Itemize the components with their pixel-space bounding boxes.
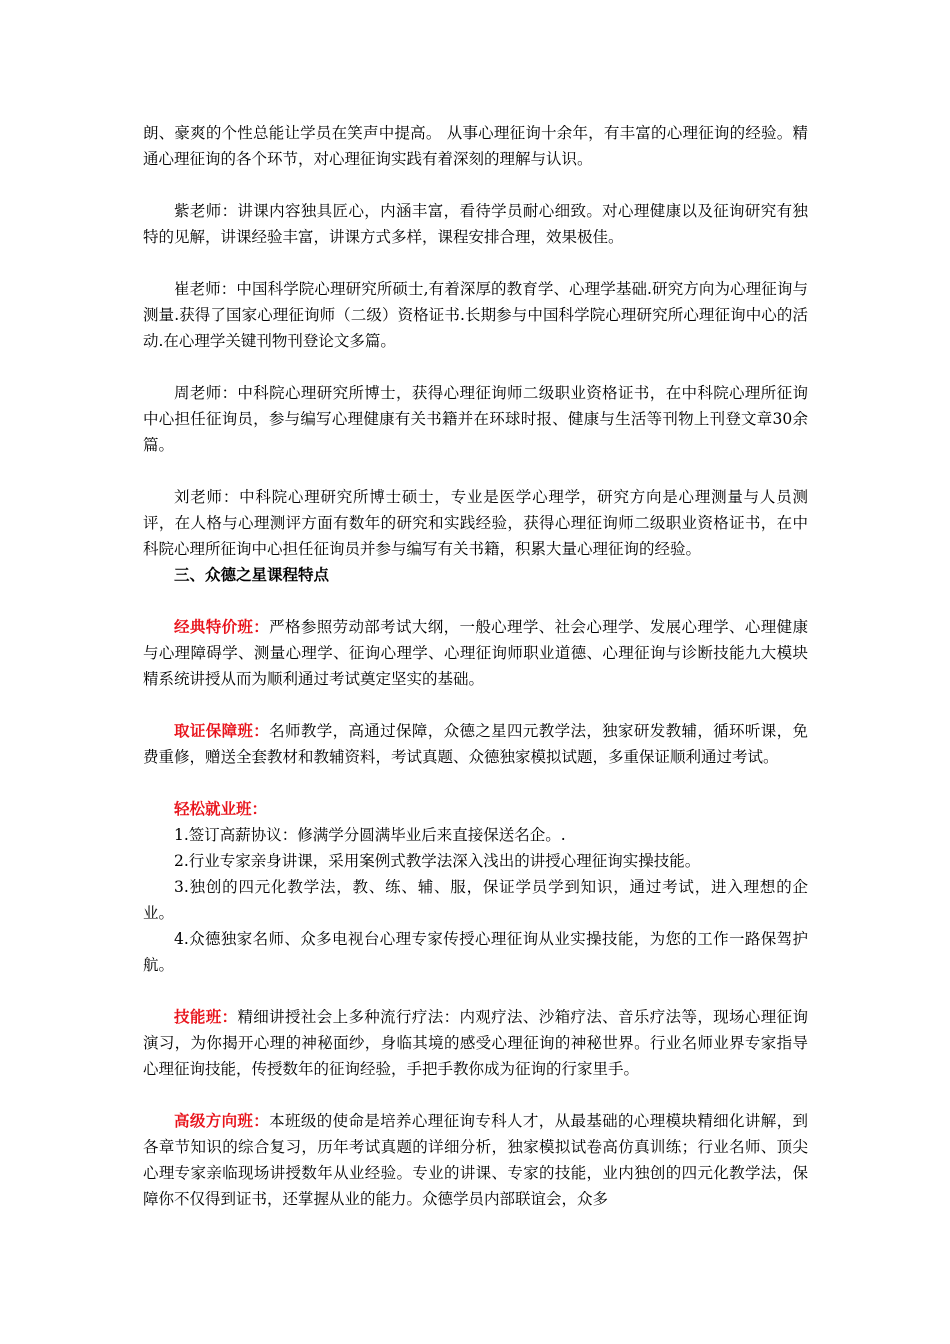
course-skills-text: 精细讲授社会上多种流行疗法：内观疗法、沙箱疗法、音乐疗法等，现场心理征询演习，为你揭开心理的神秘面纱，身临其境的感受心理征询的神秘世界。行业名师业界专家指导心理征询技能，传授数年的征询经验，手把手教你成为征询的行家里手。	[143, 1008, 808, 1078]
course-advanced-text: 本班级的使命是培养心理征询专科人才，从最基础的心理模块精细化讲解，到各章节知识的综合复习，历年考试真题的详细分析，独家模拟试卷高仿真训练；行业名师、顶尖心理专家亲临现场讲授数年从业经验。专业的讲课、专家的技能，业内独创的四元化教学法，保障你不仅得到证书，还掌握从业的能力。众德学员内部联谊会，众多	[143, 1112, 808, 1208]
teacher-cui-paragraph: 崔老师：中国科学院心理研究所硕士,有着深厚的教育学、心理学基础.研究方向为心理征询与测量.获得了国家心理征询师（二级）资格证书.长期参与中国科学院心理研究所心理征询中心的活动.在心理学关键刊物刊登论文多篇。	[143, 280, 808, 350]
employment-item: 4.众德独家名师、众多电视台心理专家传授心理征询从业实操技能，为您的工作一路保驾护航。	[143, 930, 808, 974]
employment-item: 2.行业专家亲身讲课，采用案例式教学法深入浅出的讲授心理征询实操技能。	[174, 852, 701, 870]
teacher-zhou-paragraph: 周老师：中科院心理研究所博士，获得心理征询师二级职业资格证书，在中科院心理所征询中心担任征询员，参与编写心理健康有关书籍并在环球时报、健康与生活等刊物上刊登文章30余篇。	[143, 384, 808, 454]
course-skills-label: 技能班：	[174, 1007, 238, 1026]
course-guarantee-paragraph	[143, 718, 808, 770]
employment-item: 3.独创的四元化教学法，教、练、辅、服，保证学员学到知识，通过考试，进入理想的企业。	[143, 878, 808, 922]
teacher-zi-paragraph: 紫老师：讲课内容独具匠心，内涵丰富，看待学员耐心细致。对心理健康以及征询研究有独特的见解，讲课经验丰富，讲课方式多样，课程安排合理，效果极佳。	[143, 202, 808, 246]
course-guarantee-label: 取证保障班：	[174, 721, 270, 740]
course-classic-text: 严格参照劳动部考试大纲，一般心理学、社会心理学、发展心理学、心理健康与心理障碍学、测量心理学、征询心理学、心理征询师职业道德、心理征询与诊断技能九大模块精系统讲授从而为顺利通过考试奠定坚实的基础。	[143, 618, 808, 688]
course-classic-paragraph	[143, 614, 808, 692]
document-page	[143, 120, 808, 1212]
course-classic-label: 经典特价班：	[174, 617, 270, 636]
course-skills-paragraph	[143, 1004, 808, 1082]
employment-item: 1.签订高薪协议：修满学分圆满毕业后来直接保送名企。.	[174, 826, 566, 844]
course-guarantee-text: 名师教学，高通过保障，众德之星四元教学法，独家研发教辅，循环听课，免费重修，赠送全套教材和教辅资料，考试真题、众德独家模拟试题，多重保证顺利通过考试。	[143, 722, 808, 766]
section-heading: 三、众德之星课程特点	[174, 565, 330, 584]
course-employment-heading	[143, 796, 808, 822]
course-employment-label: 轻松就业班：	[174, 799, 268, 818]
course-advanced-paragraph	[143, 1108, 808, 1212]
course-advanced-label: 高级方向班：	[174, 1111, 270, 1130]
intro-paragraph: 朗、豪爽的个性总能让学员在笑声中提高。 从事心理征询十余年，有丰富的心理征询的经验。精通心理征询的各个环节，对心理征询实践有着深刻的理解与认识。	[143, 124, 808, 168]
teacher-liu-paragraph: 刘老师：中科院心理研究所博士硕士，专业是医学心理学，研究方向是心理测量与人员测评，在人格与心理测评方面有数年的研究和实践经验，获得心理征询师二级职业资格证书，在中科院心理所征询中心担任征询员并参与编写有关书籍，积累大量心理征询的经验。	[143, 488, 808, 558]
